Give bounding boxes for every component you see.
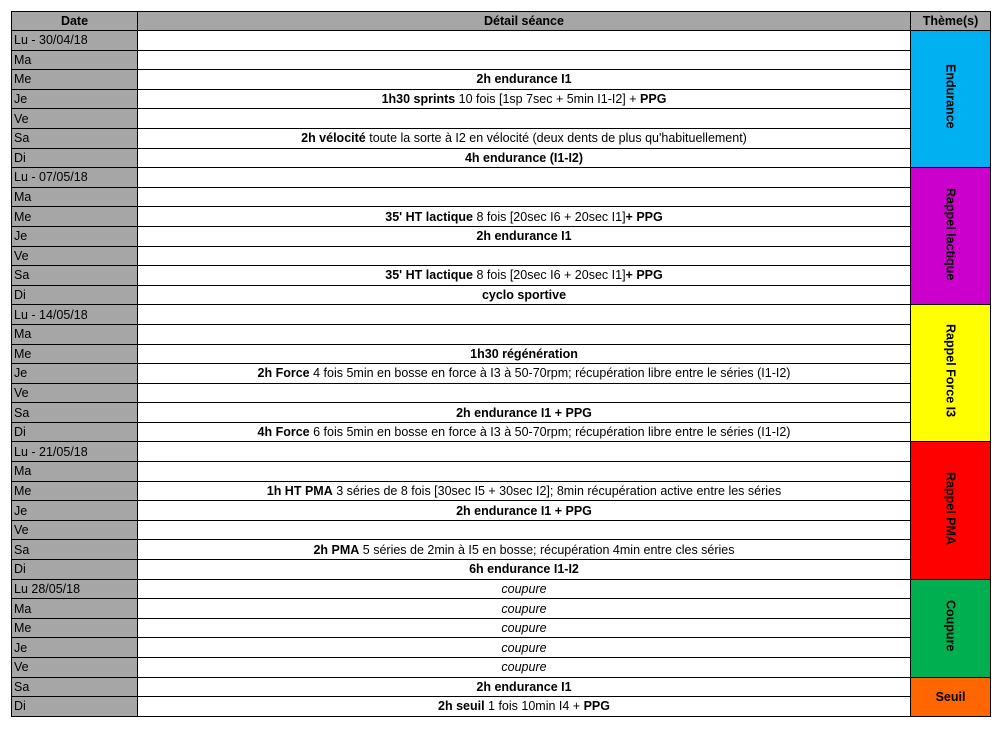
session-detail-cell[interactable] [138,31,911,51]
header-row [12,12,991,31]
session-detail-bold: cyclo sportive [481,288,567,303]
theme-label: Endurance [943,64,958,129]
table-row [12,677,991,697]
session-detail-bold: 1h30 régénération [470,346,578,361]
table-row [12,50,991,70]
table-row [12,109,991,129]
session-detail-cell[interactable] [138,462,911,482]
session-detail-bold: 4h endurance (I1-I2) [464,150,584,165]
session-detail-cell[interactable] [138,520,911,540]
session-detail-cell[interactable] [138,599,911,619]
session-detail-cell[interactable] [138,579,911,599]
session-detail-text: 4 fois 5min en bosse en force à I3 à 50-70rpm; récupération libre entre le séries (I1-I2) [309,366,791,381]
date-cell[interactable]: Me [12,344,138,364]
date-cell[interactable]: Ve [12,520,138,540]
session-detail-text: toute la sorte à I2 en vélocité (deux dents de plus qu'habituellement) [365,131,747,146]
session-detail-bold: 2h seuil [438,699,485,714]
theme-cell[interactable] [911,168,991,305]
session-detail-cell[interactable] [138,187,911,207]
table-row [12,89,991,109]
table-row [12,344,991,364]
session-detail-cell[interactable] [138,305,911,325]
date-cell[interactable]: Lu - 30/04/18 [12,31,138,51]
table-row [12,501,991,521]
session-detail-cell[interactable] [138,403,911,423]
table-row [12,128,991,148]
date-cell[interactable]: Lu - 07/05/18 [12,168,138,188]
session-detail-text: 10 fois [1sp 7sec + 5min I1-I2] + [455,92,641,107]
session-detail-cell[interactable] [138,324,911,344]
theme-label: Coupure [943,599,958,652]
date-cell[interactable]: Ma [12,50,138,70]
session-detail-bold: 4h Force [257,425,310,440]
table-row [12,618,991,638]
session-detail-text: 3 séries de 8 fois [30sec I5 + 30sec I2]; 8min récupération active entre les séries [332,483,782,498]
date-cell[interactable]: Me [12,618,138,638]
session-detail-bold: 2h endurance I1 + PPG [456,503,592,518]
theme-label: Rappel lactique [943,187,958,280]
session-detail-cell[interactable] [138,89,911,109]
session-detail-cell[interactable] [138,442,911,462]
session-detail-text: 5 séries de 2min à I5 en bosse; récupération 4min entre cles séries [359,542,735,557]
table-row [12,285,991,305]
date-cell[interactable]: Ve [12,109,138,129]
header-date[interactable]: Date [12,12,138,31]
date-cell[interactable]: Sa [12,540,138,560]
table-row [12,187,991,207]
session-detail-bold: 2h endurance I1 [476,679,572,694]
date-cell[interactable]: Di [12,285,138,305]
date-cell[interactable]: Je [12,89,138,109]
session-detail-cell[interactable] [138,207,911,227]
table-row [12,520,991,540]
date-cell[interactable]: Ve [12,246,138,266]
session-detail-bold: 2h Force [257,366,310,381]
session-detail-bold: 2h endurance I1 [476,229,572,244]
session-detail-bold: 2h endurance I1 [476,72,572,87]
session-detail-cell[interactable] [138,383,911,403]
table-row [12,305,991,325]
session-detail-bold: 2h endurance I1 + PPG [456,405,592,420]
session-detail-italic: coupure [501,660,547,675]
session-detail-cell[interactable] [138,50,911,70]
theme-cell[interactable] [911,677,991,716]
session-detail-bold: 2h vélocité [301,131,366,146]
date-cell[interactable]: Je [12,226,138,246]
session-detail-cell[interactable] [138,285,911,305]
session-detail-cell[interactable] [138,70,911,90]
session-detail-bold: + PPG [625,268,663,283]
theme-label: Seuil [935,689,966,704]
session-detail-bold: 1h30 sprints [381,92,456,107]
date-cell[interactable]: Ma [12,462,138,482]
date-cell[interactable]: Me [12,70,138,90]
theme-cell[interactable] [911,305,991,442]
session-detail-bold: 35' HT lactique [385,209,474,224]
date-cell[interactable]: Sa [12,266,138,286]
session-detail-cell[interactable] [138,364,911,384]
date-cell[interactable]: Di [12,560,138,580]
session-detail-cell[interactable] [138,128,911,148]
table-row [12,383,991,403]
theme-cell[interactable] [911,579,991,677]
session-detail-cell[interactable] [138,422,911,442]
session-detail-text: 8 fois [20sec I6 + 20sec I1] [473,209,626,224]
session-detail-cell[interactable] [138,560,911,580]
session-detail-cell[interactable] [138,168,911,188]
date-cell[interactable]: Di [12,697,138,717]
table-row [12,579,991,599]
date-cell[interactable]: Je [12,638,138,658]
date-cell[interactable]: Ma [12,187,138,207]
session-detail-text: 1 fois 10min I4 + [484,699,584,714]
session-detail-cell[interactable] [138,226,911,246]
session-detail-bold: 2h PMA [313,542,360,557]
table-row [12,697,991,717]
date-cell[interactable]: Me [12,207,138,227]
date-cell[interactable]: Sa [12,128,138,148]
session-detail-cell[interactable] [138,109,911,129]
date-cell[interactable]: Ve [12,383,138,403]
session-detail-cell[interactable] [138,344,911,364]
table-row [12,31,991,51]
table-row [12,599,991,619]
date-cell[interactable]: Lu 28/05/18 [12,579,138,599]
session-detail-cell[interactable] [138,266,911,286]
session-detail-cell[interactable] [138,618,911,638]
table-row [12,168,991,188]
table-row [12,70,991,90]
session-detail-bold: PPG [640,92,667,107]
date-cell[interactable]: Sa [12,677,138,697]
session-detail-italic: coupure [501,621,547,636]
table-row [12,324,991,344]
session-detail-bold: PPG [583,699,610,714]
table-row [12,658,991,678]
table-row [12,364,991,384]
session-detail-cell[interactable] [138,501,911,521]
date-cell[interactable]: Sa [12,403,138,423]
theme-label: Rappel PMA [943,471,958,545]
session-detail-text: 8 fois [20sec I6 + 20sec I1] [473,268,626,283]
session-detail-bold: 6h endurance I1-I2 [469,562,579,577]
training-plan-table [11,11,991,717]
theme-label: Rappel Force I3 [943,324,958,418]
session-detail-cell[interactable] [138,481,911,501]
table-row [12,442,991,462]
session-detail-cell[interactable] [138,638,911,658]
session-detail-bold: 1h HT PMA [266,483,333,498]
date-cell[interactable]: Ma [12,324,138,344]
session-detail-text: 6 fois 5min en bosse en force à I3 à 50-70rpm; récupération libre entre le séries (I1-I2) [309,425,791,440]
header-detail[interactable]: Détail séance [138,12,911,31]
table-row [12,266,991,286]
date-cell[interactable]: Me [12,481,138,501]
table-row [12,207,991,227]
date-cell[interactable]: Lu - 21/05/18 [12,442,138,462]
table-row [12,540,991,560]
table-row [12,422,991,442]
table-row [12,226,991,246]
table-row [12,462,991,482]
date-cell[interactable]: Je [12,501,138,521]
table-row [12,148,991,168]
date-cell[interactable]: Di [12,148,138,168]
table-body [12,31,991,717]
table-row [12,481,991,501]
session-detail-italic: coupure [501,601,547,616]
table-row [12,560,991,580]
session-detail-cell[interactable] [138,148,911,168]
session-detail-cell[interactable] [138,540,911,560]
session-detail-cell[interactable] [138,697,911,717]
session-detail-cell[interactable] [138,658,911,678]
table-row [12,246,991,266]
date-cell[interactable]: Ve [12,658,138,678]
date-cell[interactable]: Je [12,364,138,384]
session-detail-cell[interactable] [138,246,911,266]
session-detail-italic: coupure [501,581,547,596]
theme-cell[interactable] [911,31,991,168]
theme-cell[interactable] [911,442,991,579]
session-detail-italic: coupure [501,640,547,655]
date-cell[interactable]: Ma [12,599,138,619]
session-detail-bold: + PPG [625,209,663,224]
date-cell[interactable]: Di [12,422,138,442]
table-row [12,638,991,658]
session-detail-bold: 35' HT lactique [385,268,474,283]
table-row [12,403,991,423]
date-cell[interactable]: Lu - 14/05/18 [12,305,138,325]
header-theme[interactable]: Thème(s) [911,12,991,31]
session-detail-cell[interactable] [138,677,911,697]
